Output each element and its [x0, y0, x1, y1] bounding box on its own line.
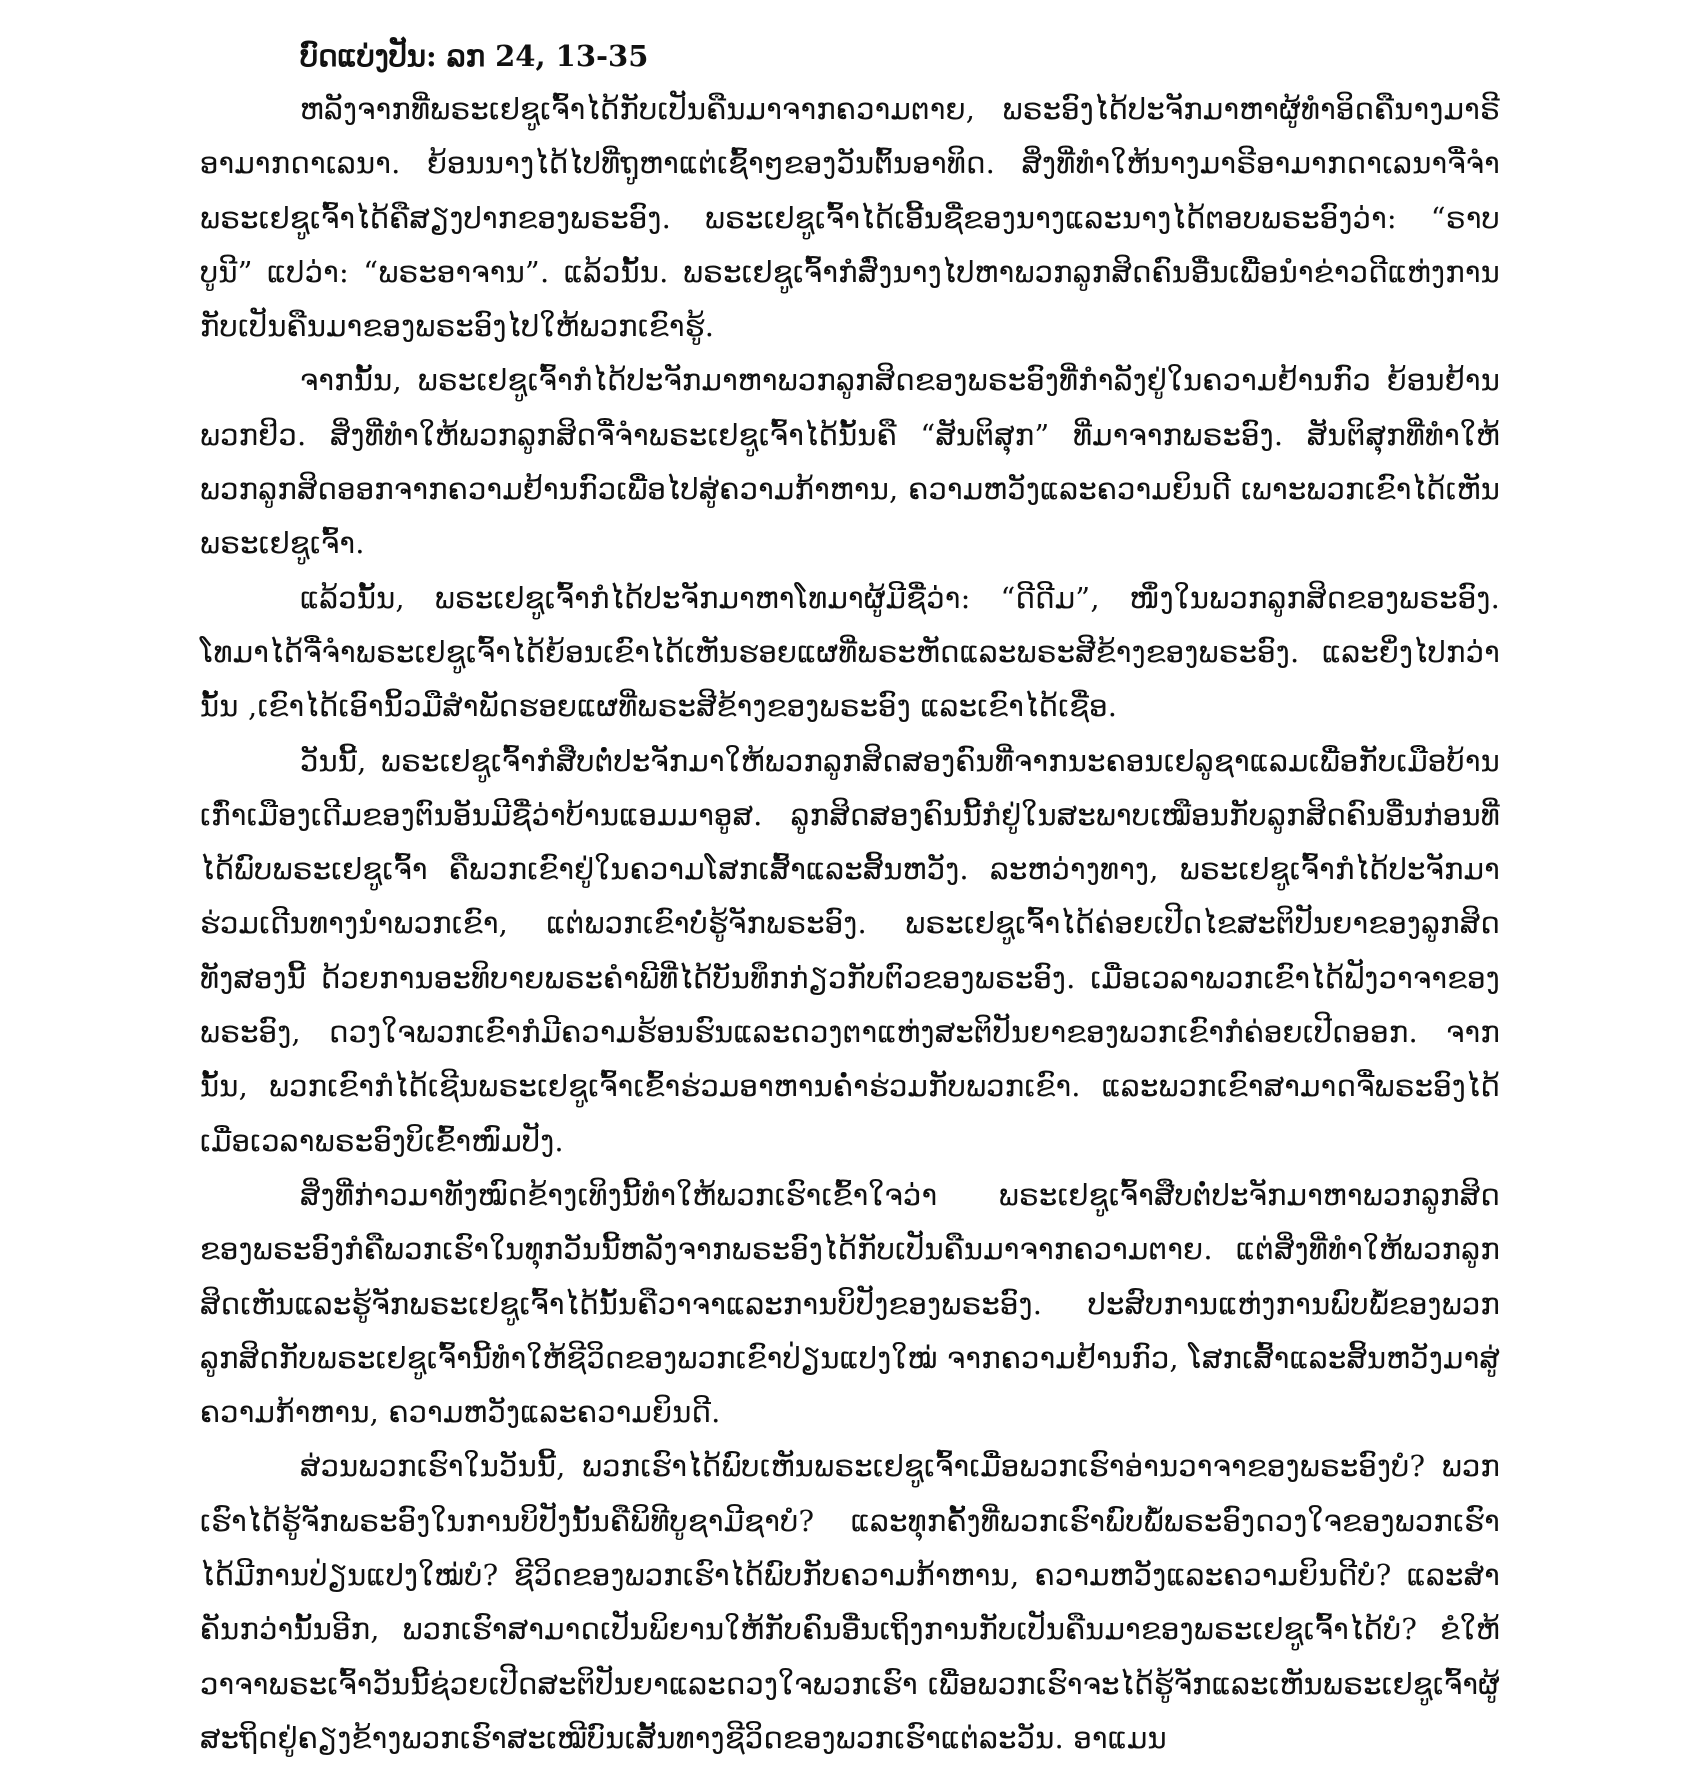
document-title: ບົດແບ່ງປັນ: ລກ 24, 13-35 — [300, 39, 649, 73]
paragraph-2: ຈາກນັ້ນ, ພຣະເຢຊູເຈົ້າກໍໄດ້ປະຈັກມາຫາພວກລູກສິດຂອງພຣະອົງທີ່ກໍາລັງຢູ່ໃນຄວາມຢ້ານກົວ ຍ້ອນຢ້ານພວກຢິວ. ສິ່ງທີ່ທໍາໃຫ້ພວກລູກສິດຈື່ຈໍາພຣະເຢຊູເຈົ້າໄດ້ນັ້ນຄື “ສັນຕິສຸກ” ທີ່ມາຈາກພຣະອົງ. ສັນຕິສຸກທີ່ທໍາໃຫ້ພວກລູກສິດອອກຈາກຄວາມຢ້ານກົວເພື່ອໄປສູ່ຄວາມກ້າຫານ, ຄວາມຫວັງແລະຄວາມຍິນດີ ເພາະພວກເຂົາໄດ້ເຫັນພຣະເຢຊູເຈົ້າ. — [200, 363, 1500, 561]
paragraph-1: ຫລັງຈາກທີ່ພຣະເຢຊູເຈົ້າໄດ້ກັບເປັນຄືນມາຈາກຄວາມຕາຍ, ພຣະອົງໄດ້ປະຈັກມາຫາຜູ້ທໍາອິດຄືນາງມາຣີອາມາກດາເລນາ. ຍ້ອນນາງໄດ້ໄປທີ່ຖູຫາແຕ່ເຊົ້າໆຂອງວັນຕົ້ນອາທິດ. ສິ່ງທີ່ທໍາໃຫ້ນາງມາຣີອາມາກດາເລນາຈື່ຈໍາພຣະເຢຊູເຈົ້າໄດ້ຄືສຽງປາກຂອງພຣະອົງ. ພຣະເຢຊູເຈົ້າໄດ້ເອີ້ນຊື່ຂອງນາງແລະນາງໄດ້ຕອບພຣະອົງວ່າ: “ຣາບບູນີ” ແປວ່າ: “ພຣະອາຈານ”. ແລ້ວນັ້ນ. ພຣະເຢຊູເຈົ້າກໍສົ່ງນາງໄປຫາພວກລູກສິດຄົນອື່ນເພື່ອນໍາຂ່າວດີແຫ່ງການກັບເປັນຄືນມາຂອງພຣະອົງໄປໃຫ້ພວກເຂົາຮູ້. — [200, 92, 1500, 344]
paragraph-4: ວັນນີ້, ພຣະເຢຊູເຈົ້າກໍສືບຕໍ່ປະຈັກມາໃຫ້ພວກລູກສິດສອງຄົນທີ່ຈາກນະຄອນເຢລູຊາແລມເພື່ອກັບເມືອບ້ານເກົ່າເມືອງເດີມຂອງຕົນອັນມີຊື່ວ່າບ້ານແອມມາອູສ. ລູກສິດສອງຄົນນີ້ກໍຢູ່ໃນສະພາບເໝືອນກັບລູກສິດຄົນອື່ນກ່ອນທີ່ໄດ້ພົບພຣະເຢຊູເຈົ້າ ຄືພວກເຂົາຢູ່ໃນຄວາມໂສກເສົ້າແລະສິ້ນຫວັງ. ລະຫວ່າງທາງ, ພຣະເຢຊູເຈົ້າກໍໄດ້ປະຈັກມາຮ່ວມເດີນທາງນໍາພວກເຂົາ, ແຕ່ພວກເຂົາບໍ່ຮູ້ຈັກພຣະອົງ. ພຣະເຢຊູເຈົ້າໄດ້ຄ່ອຍເປີດໄຂສະຕິປັນຍາຂອງລູກສິດທັງສອງນີ້ ດ້ວຍການອະທິບາຍພຣະຄໍາພີທີ່ໄດ້ບັນທຶກກ່ຽວກັບຕົວຂອງພຣະອົງ. ເມື່ອເວລາພວກເຂົາໄດ້ຟັງວາຈາຂອງພຣະອົງ, ດວງໃຈພວກເຂົາກໍມີຄວາມຮ້ອນຮົນແລະດວງຕາແຫ່ງສະຕິປັນຍາຂອງພວກເຂົາກໍຄ່ອຍເປີດອອກ. ຈາກນັ້ນ, ພວກເຂົາກໍໄດ້ເຊີນພຣະເຢຊູເຈົ້າເຂົ້າຮ່ວມອາຫານຄໍ່າຮ່ວມກັບພວກເຂົາ. ແລະພວກເຂົາສາມາດຈື່ພຣະອົງໄດ້ເມື່ອເວລາພຣະອົງບິເຂົ້າໜົມປັງ. — [200, 743, 1500, 1158]
paragraph-5: ສິ່ງທີ່ກ່າວມາທັງໝົດຂ້າງເທິງນີ້ທໍາໃຫ້ພວກເຮົາເຂົ້າໃຈວ່າ ພຣະເຢຊູເຈົ້າສືບຕໍ່ປະຈັກມາຫາພວກລູກສິດຂອງພຣະອົງກໍຄືພວກເຮົາໃນທຸກວັນນີ້ຫລັງຈາກພຣະອົງໄດ້ກັບເປັນຄືນມາຈາກຄວາມຕາຍ. ແຕ່ສິ່ງທີ່ທໍາໃຫ້ພວກລູກສິດເຫັນແລະຮູ້ຈັກພຣະເຢຊູເຈົ້າໄດ້ນັ້ນຄືວາຈາແລະການບິປັງຂອງພຣະອົງ. ປະສົບການແຫ່ງການພົບພໍ້ຂອງພວກລູກສິດກັບພຣະເຢຊູເຈົ້ານີ້ທໍາໃຫ້ຊີວິດຂອງພວກເຂົາປ່ຽນແປງໃໝ່ ຈາກຄວາມຢ້ານກົວ, ໂສກເສົ້າແລະສິ້ນຫວັງມາສູ່ຄວາມກ້າຫານ, ຄວາມຫວັງແລະຄວາມຍິນດີ. — [200, 1177, 1500, 1430]
paragraph-3: ແລ້ວນັ້ນ, ພຣະເຢຊູເຈົ້າກໍໄດ້ປະຈັກມາຫາໂທມາຜູ້ມີຊື່ວ່າ: “ດີດີມ”, ໜຶ່ງໃນພວກລູກສິດຂອງພຣະອົງ. ໂທມາໄດ້ຈື່ຈໍາພຣະເຢຊູເຈົ້າໄດ້ຍ້ອນເຂົາໄດ້ເຫັນຮອຍແຜທີ່ພຣະຫັດແລະພຣະສີຂ້າງຂອງພຣະອົງ. ແລະຍິ່ງໄປກວ່ານັ້ນ ,ເຂົາໄດ້ເອົານິ້ວມືສໍາພັດຮອຍແຜທີ່ພຣະສີຂ້າງຂອງພຣະອົງ ແລະເຂົາໄດ້ເຊື່ອ. — [200, 580, 1500, 724]
paragraph-6: ສ່ວນພວກເຮົາໃນວັນນີ້, ພວກເຮົາໄດ້ພົບເຫັນພຣະເຢຊູເຈົ້າເມື່ອພວກເຮົາອ່ານວາຈາຂອງພຣະອົງບໍ? ພວກເຮົາໄດ້ຮູ້ຈັກພຣະອົງໃນການບິປັງນັ້ນຄືພິທີບູຊາມີຊາບໍ? ແລະທຸກຄັ້ງທີ່ພວກເຮົາພົບພໍ້ພຣະອົງດວງໃຈຂອງພວກເຮົາໄດ້ມີການປ່ຽນແປງໃໝ່ບໍ? ຊີວິດຂອງພວກເຮົາໄດ້ພົບກັບຄວາມກ້າຫານ, ຄວາມຫວັງແລະຄວາມຍິນດີບໍ? ແລະສໍາຄັນກວ່ານັ້ນອີກ, ພວກເຮົາສາມາດເປັນພິຍານໃຫ້ກັບຄົນອື່ນເຖິງການກັບເປັນຄືນມາຂອງພຣະເຢຊູເຈົ້າໄດ້ບໍ? ຂໍໃຫ້ວາຈາພຣະເຈົ້າວັນນີ້ຊ່ວຍເປີດສະຕິປັນຍາແລະດວງໃຈພວກເຮົາ ເພື່ອພວກເຮົາຈະໄດ້ຮູ້ຈັກແລະເຫັນພຣະເຢຊູເຈົ້າຜູ້ສະຖິດຢູ່ຄຽງຂ້າງພວກເຮົາສະເໝີບົນເສັ້ນທາງຊີວິດຂອງພວກເຮົາແຕ່ລະວັນ. ອາແມນ — [200, 1449, 1500, 1755]
document-page — [200, 30, 1500, 1755]
